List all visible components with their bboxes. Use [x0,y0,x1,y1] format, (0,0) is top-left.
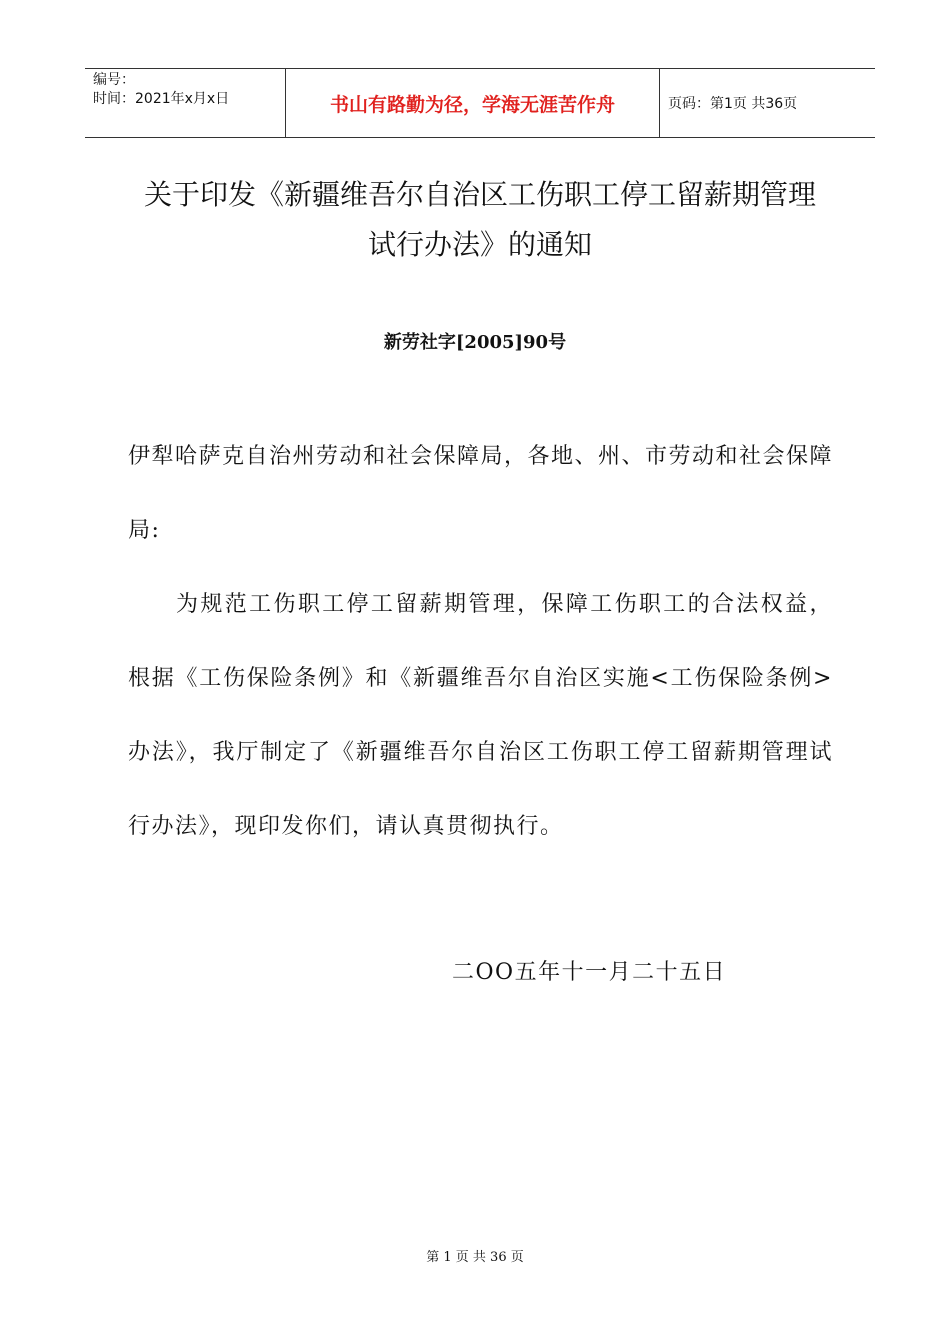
document-number: 新劳社字[2005]90号 [383,332,567,353]
document-header [85,68,875,138]
page-footer: 第 1 页 共 36 页 [426,1250,524,1265]
header-motto: 书山有路勤为径，学海无涯苦作舟 [286,69,660,137]
number-label: 编号： [93,72,135,88]
body-paragraph: 为规范工伤职工停工留薪期管理，保障工伤职工的合法权益，根据《工伤保险条例》和《新疆维吾尔自治区实施<工伤保险条例>办法》，我厅制定了《新疆维吾尔自治区工伤职工停工留薪期管理试行办法》，现印发你们，请认真贯彻执行。 [128,592,833,839]
document-title [90,170,870,270]
title-line-2: 试行办法》的通知 [367,228,592,261]
header-meta [85,69,286,137]
document-body [128,420,833,864]
title-line-1: 关于印发《新疆维吾尔自治区工伤职工停工留薪期管理 [143,178,816,211]
header-page-info: 页码：第1页 共36页 [668,96,798,112]
time-label: 时间：2021年x月x日 [93,91,230,107]
salutation: 伊犁哈萨克自治州劳动和社会保障局，各地、州、市劳动和社会保障局: [128,444,834,543]
issue-date: 二OO五年十一月二十五日 [452,960,727,985]
